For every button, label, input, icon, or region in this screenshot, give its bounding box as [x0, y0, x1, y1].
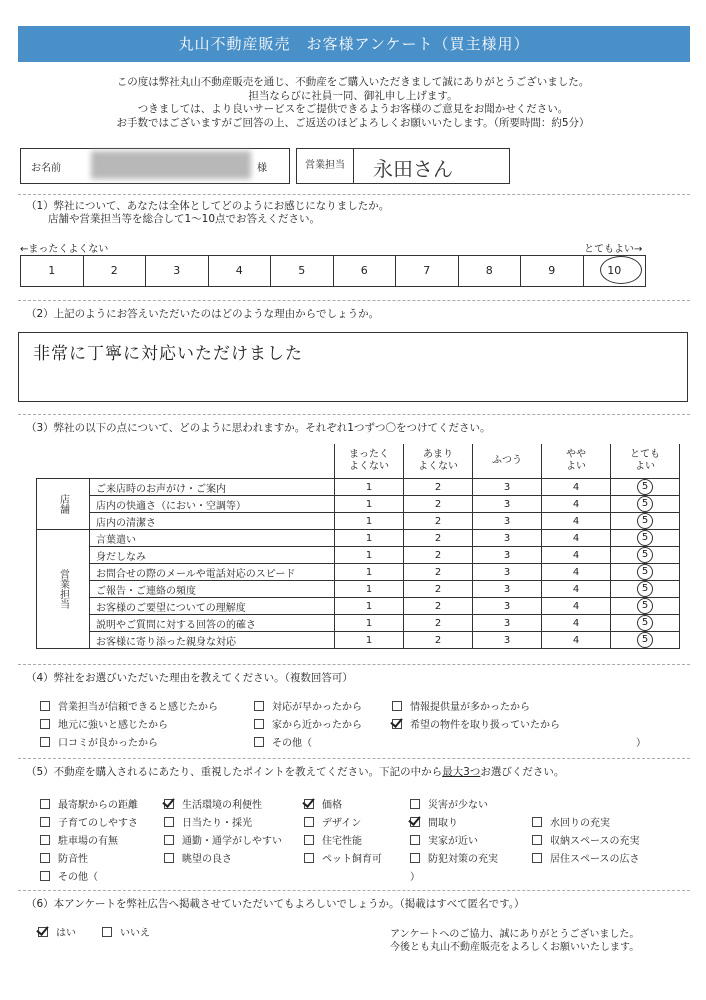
- table-row: [37, 530, 680, 547]
- rating-cell[interactable]: [611, 598, 680, 615]
- rating-value: 3: [503, 634, 511, 646]
- checkbox[interactable]: [40, 701, 50, 711]
- q5-option-label: 居住スペースの広さ: [550, 854, 640, 865]
- rating-cell[interactable]: [404, 479, 473, 496]
- selected-rating: 5: [637, 564, 653, 580]
- rating-cell[interactable]: [542, 496, 611, 513]
- score-option[interactable]: 7: [396, 256, 459, 286]
- q4-option-label: 情報提供量が多かったから: [410, 702, 530, 713]
- intro-line: この度は弊社丸山不動産販売を通じ、不動産をご購入いただきまして誠にありがとうございました。: [116, 76, 590, 88]
- rating-value: 3: [503, 600, 511, 612]
- q4-option-label: 家から近かったから: [272, 720, 362, 731]
- q5-option-label: 水回りの充実: [550, 818, 610, 829]
- intro-text: [30, 76, 676, 130]
- q4-option-label: 対応が早かったから: [272, 702, 362, 713]
- rating-cell[interactable]: [473, 615, 542, 632]
- table-row: [37, 598, 680, 615]
- rating-item-label: ご来店時のお声がけ・ご案内: [90, 479, 335, 496]
- thanks-message: [390, 928, 639, 954]
- q5-option-label: ペット飼育可: [322, 854, 382, 865]
- score-option[interactable]: 4: [209, 256, 272, 286]
- q5-option[interactable]: [410, 832, 478, 847]
- rating-item-label: 店内の清潔さ: [90, 513, 335, 530]
- table-corner: [37, 444, 335, 479]
- q4-option-label: 地元に強いと感じたから: [58, 720, 168, 731]
- rating-value: 2: [434, 498, 442, 510]
- checkbox[interactable]: [532, 817, 542, 827]
- rating-header: あまり よくない: [404, 444, 473, 479]
- rating-value: 4: [572, 481, 580, 493]
- rating-cell[interactable]: [542, 547, 611, 564]
- checkbox[interactable]: [410, 853, 420, 863]
- rating-cell[interactable]: [404, 598, 473, 615]
- rating-value: 3: [503, 617, 511, 629]
- q5-option[interactable]: [532, 814, 610, 829]
- q3-rating-table: [36, 444, 680, 649]
- rating-cell[interactable]: [473, 496, 542, 513]
- rating-value: 2: [434, 634, 442, 646]
- rating-cell[interactable]: [404, 513, 473, 530]
- rating-value: 1: [365, 549, 373, 561]
- checkbox[interactable]: [164, 817, 174, 827]
- table-row: [37, 496, 680, 513]
- checkbox[interactable]: [254, 737, 264, 747]
- q5-question-emphasis: 最大3つ: [442, 766, 481, 778]
- selected-rating: 5: [637, 598, 653, 614]
- rating-cell[interactable]: [335, 598, 404, 615]
- name-suffix: 様: [257, 163, 267, 174]
- q4-option[interactable]: [40, 716, 168, 731]
- q5-question: [26, 766, 564, 779]
- rating-header: やや よい: [542, 444, 611, 479]
- q5-option[interactable]: [532, 832, 640, 847]
- q4-option[interactable]: [392, 716, 560, 731]
- rating-cell[interactable]: [473, 479, 542, 496]
- q5-option[interactable]: [410, 796, 488, 811]
- rating-cell[interactable]: [473, 564, 542, 581]
- q5-option-label: 災害が少ない: [428, 800, 488, 811]
- rating-value: 4: [572, 566, 580, 578]
- rating-cell[interactable]: [542, 564, 611, 581]
- q4-option[interactable]: [40, 698, 218, 713]
- rating-item-label: お客様のご要望についての理解度: [90, 598, 335, 615]
- q5-other-close: ）: [410, 872, 420, 883]
- q4-option[interactable]: [254, 716, 362, 731]
- q1-line: 店舗や営業担当等を総合して1～10点でお答えください。: [48, 213, 321, 225]
- q5-option[interactable]: [304, 850, 382, 865]
- q5-option[interactable]: [532, 850, 640, 865]
- q6-no-label: いいえ: [120, 928, 150, 939]
- checkbox-checked[interactable]: [38, 927, 48, 937]
- rating-cell[interactable]: [611, 581, 680, 598]
- q4-other-close: ）: [636, 738, 646, 749]
- q5-option-label: デザイン: [322, 818, 362, 829]
- rating-value: 1: [365, 600, 373, 612]
- rating-cell[interactable]: [611, 496, 680, 513]
- rating-value: 1: [365, 566, 373, 578]
- checkbox[interactable]: [304, 835, 314, 845]
- q1-line: （1）弊社について、あなたは全体としてどのようにお感じになりましたか。: [26, 200, 390, 212]
- table-row: [37, 564, 680, 581]
- rating-cell[interactable]: [611, 564, 680, 581]
- intro-line: つきましては、より良いサービスをご提供できるようお客様のご意見をお聞かせください。: [137, 103, 569, 115]
- q2-answer-box[interactable]: [18, 332, 688, 402]
- table-row: [37, 632, 680, 649]
- rating-cell[interactable]: [335, 632, 404, 649]
- q4-question: （4）弊社をお選びいただいた理由を教えてください。（複数回答可）: [26, 672, 353, 684]
- q5-option[interactable]: [40, 850, 88, 865]
- rating-item-label: ご報告・ご連絡の頻度: [90, 581, 335, 598]
- table-row: [37, 547, 680, 564]
- score-option[interactable]: 9: [521, 256, 584, 286]
- rating-value: 1: [365, 481, 373, 493]
- rating-value: 3: [503, 583, 511, 595]
- rating-value: 2: [434, 481, 442, 493]
- sales-rep-field[interactable]: [296, 148, 510, 184]
- rating-item-label: 店内の快適さ（におい・空調等）: [90, 496, 335, 513]
- q5-option-label: 価格: [322, 800, 342, 811]
- q5-option-label: 住宅性能: [322, 836, 362, 847]
- rating-value: 4: [572, 549, 580, 561]
- q2-question: （2）上記のようにお答えいただいたのはどのような理由からでしょうか。: [26, 308, 380, 320]
- q6-question: （6）本アンケートを弊社広告へ掲載させていただいてもよろしいでしょうか。（掲載はすべて匿名です。）: [26, 898, 525, 910]
- selected-rating: 5: [637, 632, 653, 648]
- q5-option[interactable]: [40, 868, 98, 883]
- table-row: [37, 581, 680, 598]
- survey-title: 丸山不動産販売 お客様アンケート（買主様用）: [18, 26, 690, 62]
- q5-option-label: 日当たり・採光: [182, 818, 252, 829]
- q5-option-label: 眺望の良さ: [182, 854, 232, 865]
- rating-cell[interactable]: [404, 547, 473, 564]
- checkbox[interactable]: [40, 737, 50, 747]
- rating-value: 3: [503, 549, 511, 561]
- checkbox[interactable]: [392, 701, 402, 711]
- score-option[interactable]: 10: [607, 264, 622, 277]
- q5-option[interactable]: [410, 850, 498, 865]
- checkbox-checked[interactable]: [304, 799, 314, 809]
- rating-value: 3: [503, 498, 511, 510]
- rating-value: 3: [503, 481, 511, 493]
- rating-cell[interactable]: [404, 530, 473, 547]
- q5-option[interactable]: [164, 814, 252, 829]
- rating-cell[interactable]: [542, 615, 611, 632]
- q4-option-label: 口コミが良かったから: [58, 738, 158, 749]
- selected-rating: 5: [637, 513, 653, 529]
- checkbox[interactable]: [254, 701, 264, 711]
- rating-value: 2: [434, 549, 442, 561]
- rating-cell[interactable]: [611, 547, 680, 564]
- q5-option[interactable]: [40, 832, 118, 847]
- divider: [18, 194, 690, 195]
- checkbox[interactable]: [410, 799, 420, 809]
- thanks-line: 今後とも丸山不動産販売をよろしくお願いいたします。: [390, 942, 640, 953]
- q6-yes-label: はい: [56, 928, 76, 939]
- q5-option-label: その他（: [58, 872, 98, 883]
- table-row: [37, 615, 680, 632]
- q5-option-label: 収納スペースの充実: [550, 836, 640, 847]
- rating-value: 1: [365, 617, 373, 629]
- divider: [18, 300, 690, 301]
- rating-value: 4: [572, 600, 580, 612]
- selected-rating: 5: [637, 530, 653, 546]
- q5-option[interactable]: [304, 796, 342, 811]
- checkbox[interactable]: [304, 817, 314, 827]
- rating-value: 2: [434, 600, 442, 612]
- table-row: [37, 479, 680, 496]
- divider: [18, 890, 690, 891]
- rating-value: 4: [572, 634, 580, 646]
- rating-item-label: 言葉遣い: [90, 530, 335, 547]
- checkbox[interactable]: [40, 871, 50, 881]
- rating-cell[interactable]: [542, 479, 611, 496]
- rating-cell[interactable]: [473, 598, 542, 615]
- group-label: 店舗: [37, 479, 90, 530]
- intro-line: 担当ならびに社員一同、御礼申し上げます。: [248, 89, 458, 102]
- rating-value: 1: [365, 583, 373, 595]
- intro-line: お手数ではございますがご回答の上、ご返送のほどよろしくお願いいたします。（所要時間：約5分）: [116, 116, 590, 129]
- q5-option-label: 実家が近い: [428, 836, 478, 847]
- rating-cell[interactable]: [473, 581, 542, 598]
- checkbox[interactable]: [40, 719, 50, 729]
- rating-cell[interactable]: [542, 632, 611, 649]
- score-option[interactable]: 8: [459, 256, 522, 286]
- checkbox[interactable]: [304, 853, 314, 863]
- rating-value: 3: [503, 566, 511, 578]
- q5-option-label: 間取り: [428, 818, 458, 829]
- selected-rating: 5: [637, 581, 653, 597]
- sales-rep-value: 永田さん: [373, 157, 453, 181]
- rating-value: 2: [434, 532, 442, 544]
- score-option[interactable]: 1: [21, 256, 84, 286]
- rating-cell[interactable]: [335, 496, 404, 513]
- q6-no-option[interactable]: [102, 924, 150, 939]
- q4-option-label: 営業担当が信頼できると感じたから: [58, 702, 218, 713]
- checkbox[interactable]: [164, 853, 174, 863]
- divider: [18, 414, 690, 415]
- rating-header: まったく よくない: [335, 444, 404, 479]
- score-option[interactable]: 6: [334, 256, 397, 286]
- selected-rating: 5: [637, 547, 653, 563]
- rating-cell[interactable]: [611, 632, 680, 649]
- name-field[interactable]: [20, 148, 290, 184]
- checkbox[interactable]: [532, 853, 542, 863]
- selected-rating: 5: [637, 479, 653, 495]
- rating-item-label: お問合せの際のメールや電話対応のスピード: [90, 564, 335, 581]
- rating-item-label: 説明やご質問に対する回答の的確さ: [90, 615, 335, 632]
- q5-option-label: 生活環境の利便性: [182, 800, 262, 811]
- redacted-name: [91, 151, 251, 179]
- scale-left-label: ←まったくよくない: [20, 244, 109, 255]
- rating-cell[interactable]: [473, 530, 542, 547]
- rating-cell[interactable]: [335, 581, 404, 598]
- rating-cell[interactable]: [335, 513, 404, 530]
- q2-answer: 非常に丁寧に対応いただけました: [33, 344, 303, 364]
- rating-value: 4: [572, 532, 580, 544]
- selected-rating: 5: [637, 615, 653, 631]
- q5-option[interactable]: [304, 814, 361, 829]
- rating-item-label: 身だしなみ: [90, 547, 335, 564]
- q1-question: [26, 200, 389, 226]
- divider: [18, 758, 690, 759]
- rating-cell[interactable]: [404, 615, 473, 632]
- q5-option-label: 子育てのしやすさ: [58, 818, 138, 829]
- q1-score-scale[interactable]: [20, 255, 646, 287]
- group-label: 営業担当: [37, 530, 90, 649]
- rating-value: 1: [365, 515, 373, 527]
- q4-option-label: その他（: [272, 738, 312, 749]
- rating-value: 4: [572, 515, 580, 527]
- rating-cell[interactable]: [335, 615, 404, 632]
- rating-item-label: お客様に寄り添った親身な対応: [90, 632, 335, 649]
- rating-cell[interactable]: [611, 530, 680, 547]
- rating-value: 3: [503, 532, 511, 544]
- name-label: お名前: [31, 163, 61, 174]
- divider: [18, 664, 690, 665]
- rating-cell[interactable]: [611, 513, 680, 530]
- rating-value: 4: [572, 617, 580, 629]
- selected-score-circle: [600, 256, 642, 284]
- checkbox[interactable]: [40, 817, 50, 827]
- checkbox[interactable]: [40, 853, 50, 863]
- rating-value: 2: [434, 583, 442, 595]
- rating-cell[interactable]: [473, 632, 542, 649]
- q5-option-label: 防犯対策の充実: [428, 854, 498, 865]
- rating-value: 4: [572, 498, 580, 510]
- q4-option[interactable]: [40, 734, 158, 749]
- thanks-line: アンケートへのご協力、誠にありがとうございました。: [390, 929, 640, 940]
- checkbox[interactable]: [164, 835, 174, 845]
- rating-value: 1: [365, 498, 373, 510]
- q5-option-label: 防音性: [58, 854, 88, 865]
- rating-value: 2: [434, 566, 442, 578]
- q5-option[interactable]: [40, 796, 138, 811]
- q5-option[interactable]: [40, 814, 138, 829]
- checkbox[interactable]: [102, 927, 112, 937]
- rating-header: ふつう: [473, 444, 542, 479]
- rating-value: 2: [434, 515, 442, 527]
- score-option[interactable]: 3: [146, 256, 209, 286]
- q5-question-text: お選びください。: [480, 766, 565, 778]
- q5-option[interactable]: [164, 796, 262, 811]
- q5-option[interactable]: [164, 850, 232, 865]
- rating-cell[interactable]: [404, 564, 473, 581]
- q5-option[interactable]: [410, 814, 458, 829]
- sales-rep-label: 営業担当: [297, 149, 354, 183]
- rating-cell[interactable]: [542, 581, 611, 598]
- rating-value: 1: [365, 634, 373, 646]
- rating-value: 1: [365, 532, 373, 544]
- checkbox[interactable]: [40, 835, 50, 845]
- q4-option[interactable]: [392, 698, 530, 713]
- checkbox-checked[interactable]: [392, 719, 402, 729]
- q4-option[interactable]: [254, 698, 362, 713]
- rating-header: とても よい: [611, 444, 680, 479]
- q4-option[interactable]: [254, 734, 312, 749]
- rating-value: 2: [434, 617, 442, 629]
- rating-cell[interactable]: [473, 547, 542, 564]
- q5-option-label: 最寄駅からの距離: [58, 800, 138, 811]
- q5-option-label: 駐車場の有無: [58, 836, 118, 847]
- rating-cell[interactable]: [611, 479, 680, 496]
- selected-rating: 5: [637, 496, 653, 512]
- q4-option-label: 希望の物件を取り扱っていたから: [410, 720, 560, 731]
- rating-cell[interactable]: [542, 513, 611, 530]
- checkbox[interactable]: [532, 835, 542, 845]
- checkbox[interactable]: [410, 835, 420, 845]
- scale-right-label: とてもよい→: [584, 244, 643, 255]
- table-row: [37, 513, 680, 530]
- q5-option-label: 通勤・通学がしやすい: [182, 836, 282, 847]
- rating-value: 3: [503, 515, 511, 527]
- q5-option[interactable]: [164, 832, 282, 847]
- q5-question-text: （5）不動産を購入されるにあたり、重視したポイントを教えてください。下記の中から: [26, 766, 443, 778]
- rating-value: 4: [572, 583, 580, 595]
- checkbox-checked[interactable]: [164, 799, 174, 809]
- rating-cell[interactable]: [335, 479, 404, 496]
- rating-cell[interactable]: [611, 615, 680, 632]
- q3-question: （3）弊社の以下の点について、どのように思われますか。それぞれ1つずつ〇をつけてください。: [26, 422, 491, 434]
- rating-cell[interactable]: [542, 598, 611, 615]
- rating-cell[interactable]: [404, 581, 473, 598]
- rating-cell[interactable]: [335, 547, 404, 564]
- rating-cell[interactable]: [404, 632, 473, 649]
- checkbox-checked[interactable]: [410, 817, 420, 827]
- rating-cell[interactable]: [335, 530, 404, 547]
- score-option[interactable]: 5: [271, 256, 334, 286]
- rating-cell[interactable]: [335, 564, 404, 581]
- score-option[interactable]: 2: [84, 256, 147, 286]
- rating-cell[interactable]: [473, 513, 542, 530]
- q6-yes-option[interactable]: [38, 924, 76, 939]
- q5-option[interactable]: [304, 832, 362, 847]
- checkbox[interactable]: [40, 799, 50, 809]
- checkbox[interactable]: [254, 719, 264, 729]
- rating-cell[interactable]: [404, 496, 473, 513]
- rating-cell[interactable]: [542, 530, 611, 547]
